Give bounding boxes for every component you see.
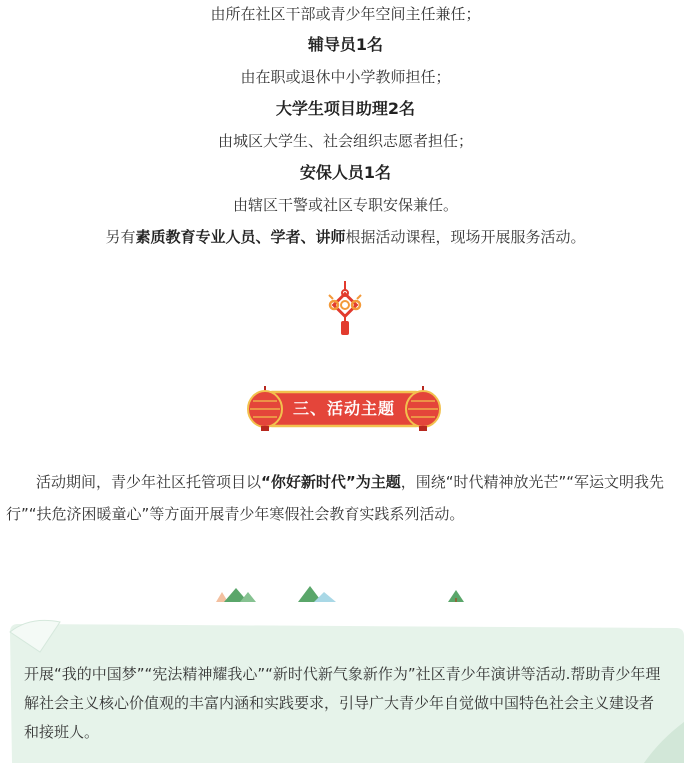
role-description-1: 由所在社区干部或青少年空间主任兼任； [210, 5, 481, 23]
note-text: 开展“我的中国梦”“宪法精神耀我心”“新时代新气象新作为”社区青少年演讲等活动.帮助青少年理解社会主义核心价值观的丰富内涵和实践要求，引导广大青少年自觉做中国特色社会主义建设者和接班人。 [24, 665, 661, 741]
mountains-decoration-icon [210, 582, 470, 604]
role-title-assistant: 大学生项目助理2名 [275, 99, 416, 118]
role-description-4: 由辖区干警或社区专职安保兼任。 [232, 196, 458, 214]
extra-bold: 素质教育专业人员、学者、讲师 [135, 228, 346, 246]
chinese-knot-icon [325, 281, 365, 337]
role-title-counselor: 辅导员1名 [307, 35, 384, 54]
theme-part1: 活动期间，青少年社区托管项目以 [36, 473, 262, 491]
extra-staff-line [0, 226, 691, 248]
extra-prefix: 另有 [105, 228, 136, 246]
theme-bold: “你好新时代”为主题 [261, 473, 401, 491]
theme-part2: ，围绕“时代精神放光芒”“军运文明我先行”“扶危济困暖童心”等方面开展青少年寒假社会教育实践系列活动。 [6, 473, 665, 523]
extra-suffix: 根据活动课程，现场开展服务活动。 [345, 228, 586, 246]
section-title: 三、活动主题 [292, 399, 395, 418]
theme-paragraph [6, 466, 682, 530]
role-description-2: 由在职或退休中小学教师担任； [240, 68, 451, 86]
role-description-3: 由城区大学生、社会组织志愿者担任； [217, 132, 473, 150]
role-title-security: 安保人员1名 [299, 163, 392, 182]
